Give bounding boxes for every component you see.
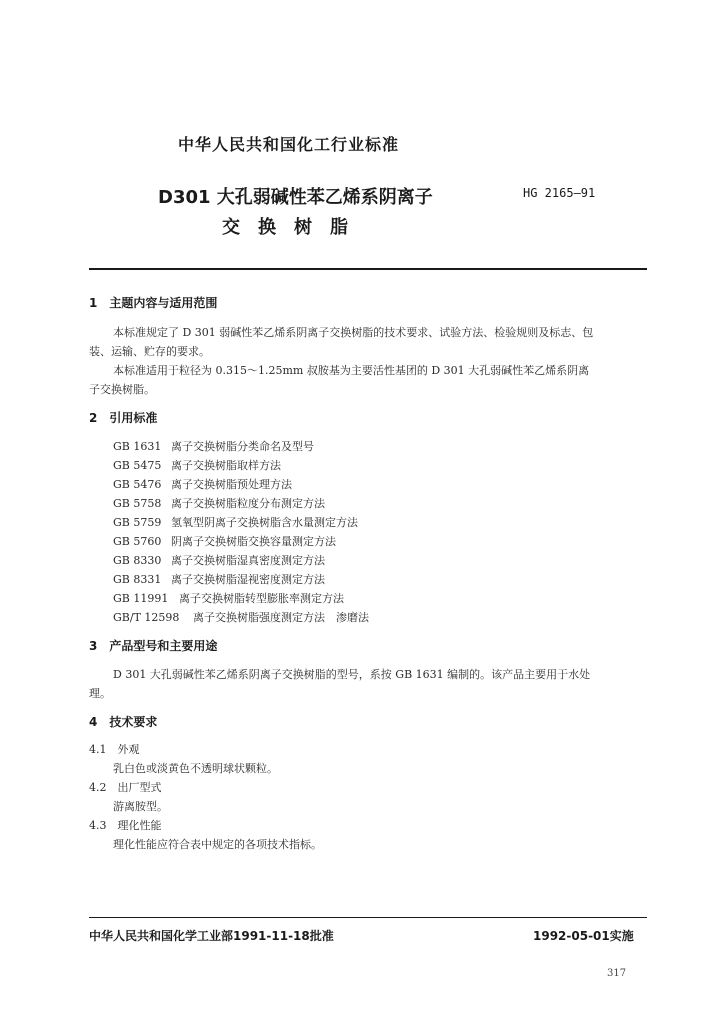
section-3-heading: 3 产品型号和主要用途: [89, 639, 218, 653]
section-4-heading: 4 技术要求: [89, 715, 158, 729]
section-1-paragraph-1-line-1: 本标准规定了 D 301 弱碱性苯乙烯系阴离子交换树脂的技术要求、试验方法、检验规则及标志、包: [113, 326, 594, 339]
reference-item: [113, 609, 369, 625]
subsection-4-2-text: 游离胺型。: [113, 800, 168, 813]
reference-code: GB 11991: [113, 592, 169, 605]
subsection-4-3-heading: 4.3 理化性能: [89, 819, 162, 832]
footer-rule: [89, 917, 647, 918]
reference-title: 离子交换树脂湿真密度测定方法: [171, 554, 325, 567]
reference-item: [113, 533, 336, 549]
reference-title: 离子交换树脂转型膨胀率测定方法: [179, 592, 344, 605]
reference-title: 离子交换树脂分类命名及型号: [171, 440, 314, 453]
approval-statement: 中华人民共和国化学工业部1991-11-18批准: [89, 929, 334, 943]
reference-title: 离子交换树脂湿视密度测定方法: [171, 573, 325, 586]
issuing-standard-title: 中华人民共和国化工行业标准: [178, 135, 400, 154]
section-1-heading: 1 主题内容与适用范围: [89, 296, 218, 310]
subsection-4-3-text: 理化性能应符合表中规定的各项技术指标。: [113, 838, 322, 851]
reference-code: GB 5760: [113, 535, 162, 548]
reference-code: GB 8330: [113, 554, 162, 567]
section-3-paragraph-line-2: 理。: [89, 687, 111, 700]
reference-item: [113, 552, 325, 568]
reference-title: 离子交换树脂粒度分布测定方法: [171, 497, 325, 510]
reference-item: [113, 590, 344, 606]
reference-item: [113, 476, 292, 492]
reference-code: GB/T 12598: [113, 611, 180, 624]
reference-item: [113, 514, 358, 530]
reference-code: GB 5758: [113, 497, 162, 510]
standard-number: HG 2165—91: [523, 186, 596, 200]
reference-title: 离子交换树脂强度测定方法 渗磨法: [193, 611, 369, 624]
document-title-line1: D301 大孔弱碱性苯乙烯系阴离子: [158, 187, 433, 208]
reference-item: [113, 457, 281, 473]
section-1-paragraph-2-line-2: 子交换树脂。: [89, 383, 155, 396]
reference-code: GB 5759: [113, 516, 162, 529]
reference-item: [113, 571, 325, 587]
section-1-paragraph-1-line-2: 装、运输、贮存的要求。: [89, 345, 210, 358]
reference-title: 离子交换树脂取样方法: [171, 459, 281, 472]
reference-item: [113, 495, 325, 511]
reference-title: 阴离子交换树脂交换容量测定方法: [171, 535, 336, 548]
page-number: 317: [607, 968, 627, 979]
header-rule: [89, 268, 647, 270]
section-3-paragraph-line-1: D 301 大孔弱碱性苯乙烯系阴离子交换树脂的型号，系按 GB 1631 编制的。该产品主要用于水处: [113, 668, 591, 681]
subsection-4-1-heading: 4.1 外观: [89, 743, 140, 756]
reference-item: [113, 438, 314, 454]
reference-code: GB 8331: [113, 573, 162, 586]
implementation-date: 1992-05-01实施: [533, 929, 634, 943]
reference-code: GB 1631: [113, 440, 162, 453]
reference-title: 离子交换树脂预处理方法: [171, 478, 292, 491]
section-1-paragraph-2-line-1: 本标准适用于粒径为 0.315～1.25mm 叔胺基为主要活性基团的 D 301 大孔弱碱性苯乙烯系阴离: [113, 364, 590, 377]
reference-code: GB 5476: [113, 478, 162, 491]
document-title-line2: 交 换 树 脂: [222, 217, 348, 238]
reference-title: 氢氧型阴离子交换树脂含水量测定方法: [171, 516, 358, 529]
subsection-4-1-text: 乳白色或淡黄色不透明球状颗粒。: [113, 762, 278, 775]
subsection-4-2-heading: 4.2 出厂型式: [89, 781, 162, 794]
section-2-heading: 2 引用标准: [89, 411, 158, 425]
reference-code: GB 5475: [113, 459, 162, 472]
